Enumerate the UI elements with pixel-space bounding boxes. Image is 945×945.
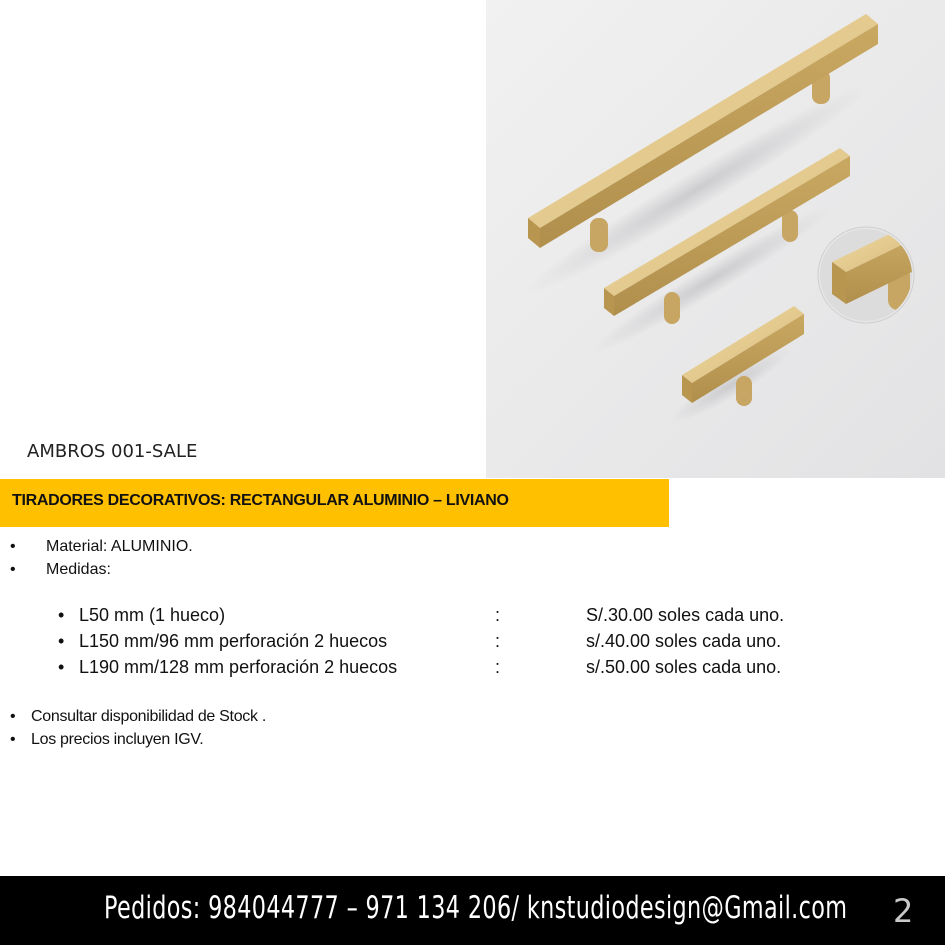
size-price: S/.30.00 soles cada uno. [586, 605, 785, 625]
order-contact: Pedidos: 984044777 – 971 134 206/ knstudiodesign@Gmail.com [104, 890, 848, 926]
product-photo [486, 0, 945, 478]
spec-text: Material: ALUMINIO. [46, 538, 193, 555]
bullet: • [10, 538, 16, 555]
note-text: Los precios incluyen IGV. [31, 731, 204, 748]
size-price: s/.40.00 soles cada uno. [586, 631, 782, 651]
size-label: L190 mm/128 mm perforación 2 huecos [79, 657, 398, 677]
page-number: 2 [893, 892, 914, 930]
bullet: • [58, 605, 65, 625]
product-title: TIRADORES DECORATIVOS: RECTANGULAR ALUMINIO – LIVIANO [12, 492, 509, 509]
size-separator: : [495, 631, 501, 651]
bullet: • [58, 657, 65, 677]
footer-bar [0, 876, 945, 945]
bullet: • [10, 708, 16, 725]
note-text: Consultar disponibilidad de Stock . [31, 708, 266, 725]
size-label: L50 mm (1 hueco) [79, 605, 226, 625]
size-label: L150 mm/96 mm perforación 2 huecos [79, 631, 388, 651]
brass-handles-illustration [486, 0, 945, 478]
title-banner [0, 479, 669, 527]
size-separator: : [495, 657, 501, 677]
bullet: • [58, 631, 65, 651]
bullet: • [10, 561, 16, 578]
product-code: AMBROS 001-SALE [27, 441, 198, 462]
size-price: s/.50.00 soles cada uno. [586, 657, 782, 677]
bullet: • [10, 731, 16, 748]
spec-text: Medidas: [46, 561, 111, 578]
size-separator: : [495, 605, 501, 625]
